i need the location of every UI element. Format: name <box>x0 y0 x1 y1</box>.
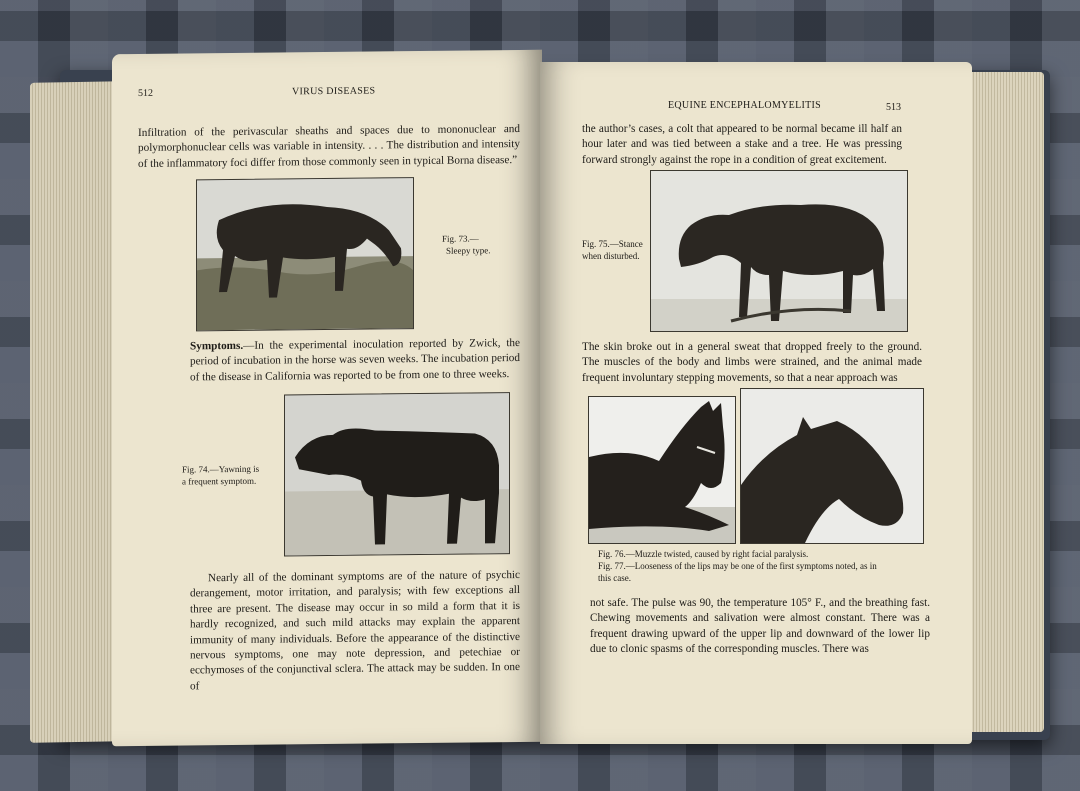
fig-77-caption-line-1: Fig. 77.—Looseness of the lips may be one of the first symptoms noted, as in <box>598 561 877 571</box>
fig-74-caption-line-2: a frequent symptom. <box>182 475 257 487</box>
fig-75-caption-line-1: Fig. 75.—Stance <box>582 239 643 249</box>
fig-75-caption <box>582 238 643 262</box>
paragraph-top-right: the author’s cases, a colt that appeared to be normal became ill half an hour later and was tied between a stake and a tree. He was pressing forward strongly against the rope in a condition of great excitement. <box>582 123 902 166</box>
paragraph-middle-right: The skin broke out in a general sweat that dropped freely to the ground. The muscles of the body and limbs were strained, and the animal made frequent involuntary stepping movements, so that a near approach was <box>582 341 922 384</box>
horse-head-image <box>741 389 923 543</box>
symptoms-paragraph <box>190 336 520 386</box>
yawning-horse-image <box>285 393 509 555</box>
page-number-right: 513 <box>886 102 901 113</box>
page-number-left: 512 <box>138 87 153 99</box>
figure-76-photo <box>588 396 736 544</box>
symptoms-heading: Symptoms. <box>190 339 244 353</box>
fig-77-caption-line-2: this case. <box>598 573 631 583</box>
figure-77-photo <box>740 388 924 544</box>
fig-73-caption <box>442 232 491 257</box>
figure-73-photo <box>196 177 414 331</box>
fig-75-caption-line-2: when disturbed. <box>582 251 640 261</box>
disturbed-horse-image <box>651 171 907 331</box>
lying-horse-image <box>589 397 735 543</box>
figure-74-photo <box>284 392 510 556</box>
paragraph-bottom-left: Nearly all of the dominant symptoms are of the nature of psychic derangement, motor irritation, and paralysis; with few exceptions all three are present. The disease may occur in so mild a form that it is hardly recognized, and such mild attacks may explain the apparent immunity of many individuals. Before the appearance of the distinctive nervous symptoms, one may note depression, and petechiae or ecchymoses of the conjunctival sclera. The attack may be sudden. In one of <box>190 568 520 693</box>
paragraph-top-left: Infiltration of the perivascular sheaths and spaces due to mononuclear and polymorphonuclear cells was variable in intensity. . . . The distribution and intensity of the inflammatory foci differ from those commonly seen in typical Borna disease.” <box>138 122 520 170</box>
fig-74-caption-line-1: Fig. 74.—Yawning is <box>182 463 260 475</box>
sleepy-horse-image <box>197 178 413 330</box>
fig-73-caption-line-1: Fig. 73.— <box>442 233 479 244</box>
symptoms-text: —In the experimental inoculation reported by Zwick, the period of incubation in the horse was seven weeks. The incubation period of the disease in California was reported to be from one to three weeks. <box>190 336 520 384</box>
fig-73-caption-line-2: Sleepy type. <box>446 245 491 256</box>
page-edges-right <box>968 72 1044 732</box>
right-page <box>540 62 972 744</box>
fig-76-caption: Fig. 76.—Muzzle twisted, caused by right facial paralysis. <box>598 549 809 559</box>
paragraph-bottom-right: not safe. The pulse was 90, the temperature 105° F., and the breathing fast. Chewing movements and salivation were almost constant. There was a frequent drawing upward of the upper lip and downward of the lower lip due to clonic spasms of the corresponding muscles. There was <box>590 597 930 656</box>
figure-75-photo <box>650 170 908 332</box>
running-head-left: VIRUS DISEASES <box>292 85 376 98</box>
fig-77-caption <box>598 560 928 584</box>
running-head-right: EQUINE ENCEPHALOMYELITIS <box>668 100 822 111</box>
fig-74-caption <box>182 463 259 488</box>
left-page <box>112 50 542 747</box>
